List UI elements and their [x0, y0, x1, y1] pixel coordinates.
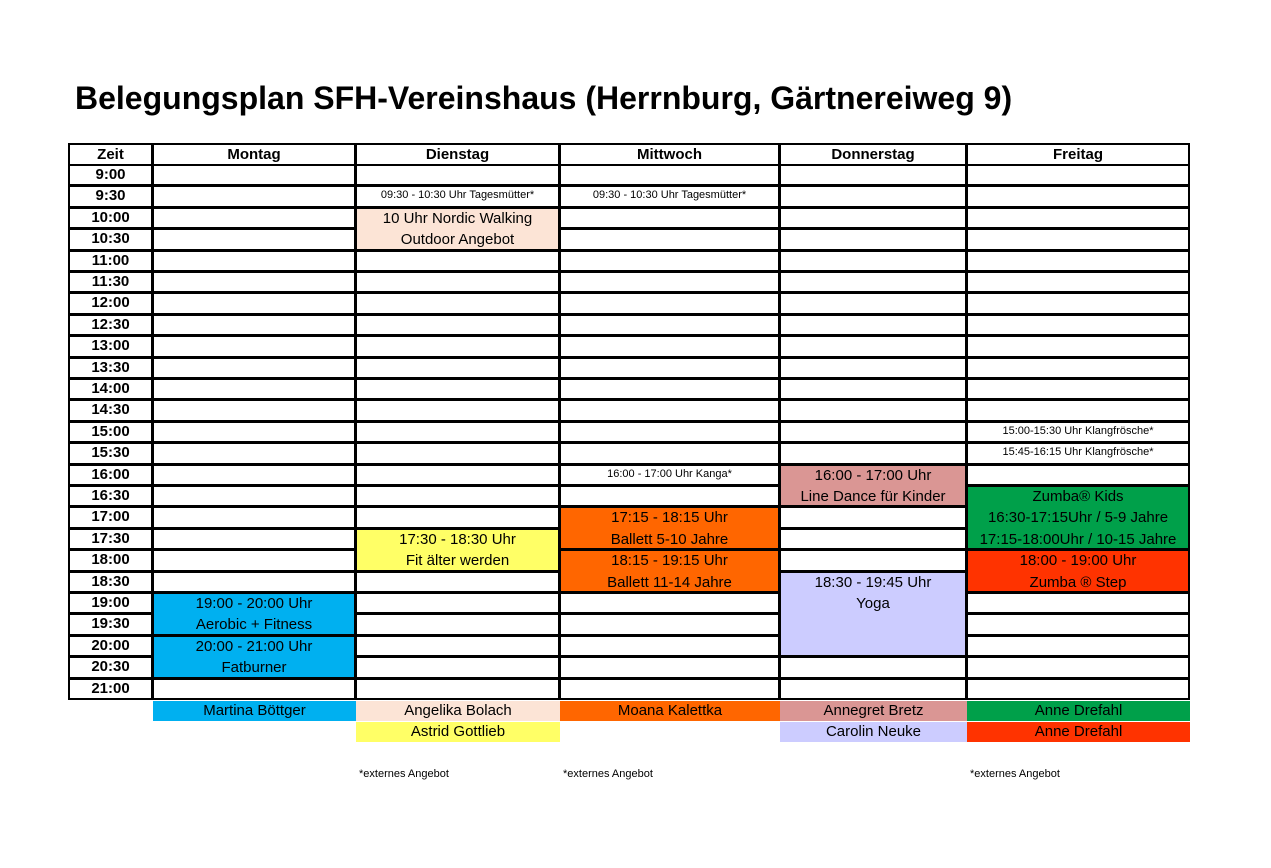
empty-slot	[559, 656, 780, 678]
header-day: Dienstag	[355, 143, 560, 166]
event-text: 17:15 - 18:15 Uhr	[611, 509, 728, 527]
empty-slot	[152, 464, 356, 486]
page-title: Belegungsplan SFH-Vereinshaus (Herrnburg, Gärtnereiweg 9)	[75, 80, 1013, 116]
legend-item: Martina Böttger	[153, 701, 356, 721]
empty-slot	[355, 485, 560, 507]
event-block	[779, 464, 967, 508]
empty-slot	[966, 185, 1190, 207]
event-block	[559, 185, 780, 207]
empty-slot	[152, 485, 356, 507]
empty-slot	[152, 164, 356, 186]
empty-slot	[355, 571, 560, 593]
empty-slot	[779, 164, 967, 186]
empty-slot	[355, 292, 560, 314]
empty-slot	[355, 656, 560, 678]
event-block	[559, 506, 780, 550]
empty-slot	[355, 399, 560, 421]
empty-slot	[152, 399, 356, 421]
empty-slot	[152, 185, 356, 207]
empty-slot	[152, 314, 356, 336]
footnote: *externes Angebot	[359, 768, 449, 780]
event-text: Fatburner	[221, 659, 287, 677]
event-text: 17:15-18:00Uhr / 10-15 Jahre	[979, 530, 1177, 548]
event-block	[152, 592, 356, 636]
time-label: 19:00	[68, 592, 153, 614]
legend-item: Annegret Bretz	[780, 701, 967, 721]
event-text: 15:00-15:30 Uhr Klangfrösche*	[1002, 424, 1154, 437]
event-text: Yoga	[856, 594, 890, 612]
empty-slot	[355, 421, 560, 443]
empty-slot	[779, 335, 967, 357]
time-label: 10:30	[68, 228, 153, 250]
empty-slot	[779, 378, 967, 400]
empty-slot	[966, 314, 1190, 336]
empty-slot	[779, 421, 967, 443]
empty-slot	[779, 207, 967, 229]
header-time: Zeit	[68, 143, 153, 166]
empty-slot	[152, 378, 356, 400]
empty-slot	[152, 335, 356, 357]
event-text: 16:00 - 17:00 Uhr Kanga*	[607, 467, 732, 480]
empty-slot	[966, 678, 1190, 700]
empty-slot	[966, 378, 1190, 400]
time-label: 19:30	[68, 613, 153, 635]
empty-slot	[559, 678, 780, 700]
time-label: 13:00	[68, 335, 153, 357]
empty-slot	[966, 292, 1190, 314]
header-day: Donnerstag	[779, 143, 967, 166]
time-label: 9:30	[68, 185, 153, 207]
header-day: Mittwoch	[559, 143, 780, 166]
event-text: 16:30-17:15Uhr / 5-9 Jahre	[987, 509, 1169, 527]
time-label: 10:00	[68, 207, 153, 229]
event-text: 16:00 - 17:00 Uhr	[814, 466, 932, 484]
time-label: 17:00	[68, 506, 153, 528]
event-text: 15:45-16:15 Uhr Klangfrösche*	[1002, 446, 1154, 459]
empty-slot	[152, 549, 356, 571]
time-label: 12:30	[68, 314, 153, 336]
empty-slot	[355, 378, 560, 400]
empty-slot	[559, 314, 780, 336]
empty-slot	[355, 314, 560, 336]
empty-slot	[559, 292, 780, 314]
empty-slot	[779, 399, 967, 421]
event-block	[152, 635, 356, 679]
empty-slot	[559, 250, 780, 272]
legend-item: Anne Drefahl	[967, 722, 1190, 742]
event-text: 19:00 - 20:00 Uhr	[195, 595, 313, 612]
header-day: Montag	[152, 143, 356, 166]
time-label: 11:30	[68, 271, 153, 293]
empty-slot	[779, 549, 967, 571]
event-block	[966, 549, 1190, 593]
empty-slot	[152, 357, 356, 379]
event-block	[559, 464, 780, 486]
empty-slot	[966, 399, 1190, 421]
empty-slot	[966, 271, 1190, 293]
time-label: 15:30	[68, 442, 153, 464]
time-label: 12:00	[68, 292, 153, 314]
time-label: 11:00	[68, 250, 153, 272]
event-text: 18:00 - 19:00 Uhr	[1019, 552, 1137, 570]
empty-slot	[355, 250, 560, 272]
legend-item: Moana Kalettka	[560, 701, 780, 721]
empty-slot	[779, 292, 967, 314]
empty-slot	[966, 207, 1190, 229]
empty-slot	[966, 656, 1190, 678]
time-label: 9:00	[68, 164, 153, 186]
time-label: 20:30	[68, 656, 153, 678]
empty-slot	[355, 164, 560, 186]
empty-slot	[559, 421, 780, 443]
empty-slot	[779, 271, 967, 293]
empty-slot	[559, 399, 780, 421]
empty-slot	[966, 592, 1190, 614]
empty-slot	[966, 464, 1190, 486]
time-label: 18:00	[68, 549, 153, 571]
legend-item: Carolin Neuke	[780, 722, 967, 742]
empty-slot	[152, 207, 356, 229]
footnote: *externes Angebot	[970, 768, 1060, 780]
event-text: Outdoor Angebot	[400, 231, 515, 249]
empty-slot	[559, 592, 780, 614]
empty-slot	[355, 464, 560, 486]
empty-slot	[559, 378, 780, 400]
empty-slot	[559, 271, 780, 293]
empty-slot	[779, 528, 967, 550]
empty-slot	[355, 335, 560, 357]
event-text: Fit älter werden	[405, 552, 510, 570]
empty-slot	[152, 228, 356, 250]
empty-slot	[355, 357, 560, 379]
empty-slot	[559, 228, 780, 250]
event-block	[779, 571, 967, 658]
empty-slot	[559, 485, 780, 507]
empty-slot	[559, 357, 780, 379]
event-text: 18:15 - 19:15 Uhr	[611, 552, 728, 570]
empty-slot	[152, 250, 356, 272]
empty-slot	[355, 271, 560, 293]
empty-slot	[966, 250, 1190, 272]
event-block	[559, 549, 780, 593]
empty-slot	[152, 571, 356, 593]
empty-slot	[779, 442, 967, 464]
event-text: 09:30 - 10:30 Uhr Tagesmütter*	[592, 189, 747, 202]
empty-slot	[966, 228, 1190, 250]
empty-slot	[966, 357, 1190, 379]
empty-slot	[152, 271, 356, 293]
empty-slot	[152, 506, 356, 528]
schedule-grid	[68, 143, 1190, 701]
event-text: 10 Uhr Nordic Walking	[382, 209, 533, 227]
event-text: Ballett 11-14 Jahre	[607, 573, 732, 591]
time-label: 21:00	[68, 678, 153, 700]
time-label: 14:30	[68, 399, 153, 421]
event-text: 18:30 - 19:45 Uhr	[814, 573, 932, 591]
empty-slot	[152, 292, 356, 314]
footnote: *externes Angebot	[563, 768, 653, 780]
event-text: 09:30 - 10:30 Uhr Tagesmütter*	[380, 189, 535, 202]
empty-slot	[355, 635, 560, 657]
empty-slot	[779, 656, 967, 678]
event-text: Ballett 5-10 Jahre	[610, 530, 729, 548]
empty-slot	[966, 164, 1190, 186]
event-block	[966, 421, 1190, 443]
empty-slot	[152, 528, 356, 550]
time-label: 14:00	[68, 378, 153, 400]
empty-slot	[559, 613, 780, 635]
legend-item: Angelika Bolach	[356, 701, 560, 721]
empty-slot	[559, 635, 780, 657]
legend-item: Anne Drefahl	[967, 701, 1190, 721]
empty-slot	[966, 613, 1190, 635]
time-label: 15:00	[68, 421, 153, 443]
empty-slot	[779, 314, 967, 336]
empty-slot	[559, 335, 780, 357]
empty-slot	[355, 613, 560, 635]
empty-slot	[355, 442, 560, 464]
event-block	[355, 528, 560, 572]
event-block	[355, 185, 560, 207]
empty-slot	[779, 250, 967, 272]
empty-slot	[355, 592, 560, 614]
empty-slot	[152, 678, 356, 700]
event-text: Aerobic + Fitness	[195, 616, 313, 634]
empty-slot	[559, 442, 780, 464]
time-label: 13:30	[68, 357, 153, 379]
legend-item: Astrid Gottlieb	[356, 722, 560, 742]
empty-slot	[559, 207, 780, 229]
event-block	[966, 485, 1190, 550]
time-label: 16:00	[68, 464, 153, 486]
empty-slot	[966, 635, 1190, 657]
event-block	[966, 442, 1190, 464]
empty-slot	[355, 506, 560, 528]
empty-slot	[779, 506, 967, 528]
empty-slot	[152, 442, 356, 464]
empty-slot	[779, 678, 967, 700]
event-text: Line Dance für Kinder	[800, 487, 946, 505]
empty-slot	[559, 164, 780, 186]
event-text: Zumba ® Step	[1029, 573, 1127, 591]
time-label: 20:00	[68, 635, 153, 657]
empty-slot	[152, 421, 356, 443]
time-label: 17:30	[68, 528, 153, 550]
time-label: 18:30	[68, 571, 153, 593]
event-text: Zumba® Kids	[1032, 488, 1124, 505]
empty-slot	[779, 357, 967, 379]
empty-slot	[779, 228, 967, 250]
header-day: Freitag	[966, 143, 1190, 166]
event-block	[355, 207, 560, 251]
empty-slot	[355, 678, 560, 700]
empty-slot	[779, 185, 967, 207]
empty-slot	[966, 335, 1190, 357]
time-label: 16:30	[68, 485, 153, 507]
event-text: 20:00 - 21:00 Uhr	[195, 637, 313, 655]
event-text: 17:30 - 18:30 Uhr	[399, 530, 516, 548]
